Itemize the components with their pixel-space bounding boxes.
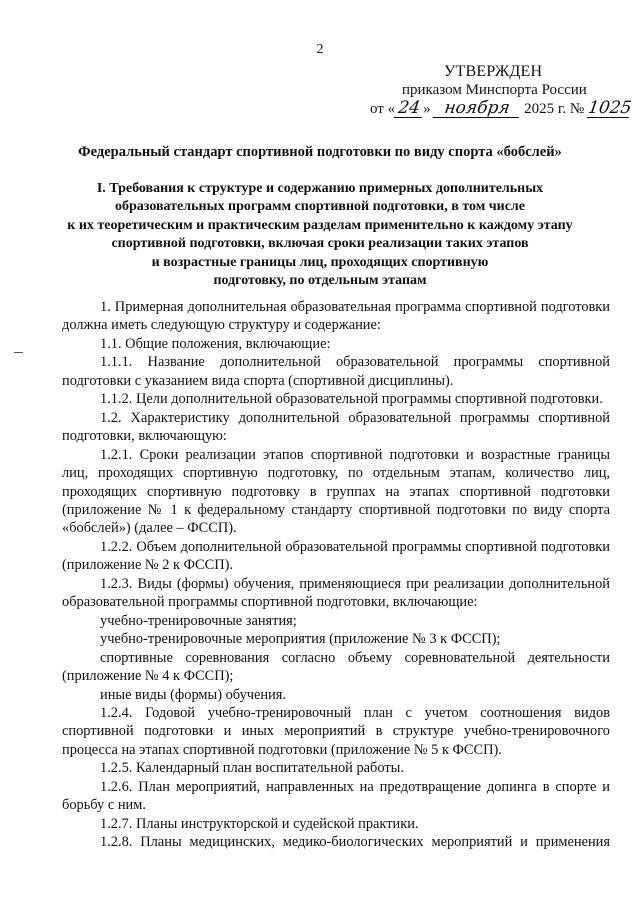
paragraph: 1.1.2. Цели дополнительной образовательной программы спортивной подготовки. bbox=[100, 391, 603, 408]
paragraph: 1.2.2. Объем дополнительной образовательной программы спортивной подготовки (приложение № 2 к ФССП). bbox=[62, 538, 610, 574]
section-heading-line: и возрастные границы лиц, проходящих спортивную bbox=[151, 254, 489, 270]
paragraph: 1.2.4. Годовой учебно-тренировочный план с учетом соотношения видов спортивной подготовки и иных мероприятий в структуре учебно-тренировочного процесса на этапах спортивной подготовки (приложение № 5 к ФССП). bbox=[62, 704, 610, 758]
section-heading-line: образовательных программ спортивной подготовки, в том числе bbox=[115, 199, 525, 215]
section-heading-line: подготовку, по отдельным этапам bbox=[213, 273, 427, 289]
paragraph: 1.2.3. Виды (формы) обучения, применяющиеся при реализации дополнительной образовательной программы спортивной подготовки, включающие: bbox=[62, 575, 610, 611]
paragraph: 1.1. Общие положения, включающие: bbox=[100, 335, 331, 352]
handwritten-day: 24 bbox=[394, 100, 425, 118]
handwritten-order-number: 1025 bbox=[586, 98, 633, 118]
paragraph: 1.2. Характеристику дополнительной образовательной программы спортивной подготовки, включающую: bbox=[62, 409, 610, 445]
approval-stamp bbox=[370, 62, 633, 119]
section-heading bbox=[44, 180, 596, 290]
handwritten-month: ноября bbox=[433, 100, 522, 118]
list-item: учебно-тренировочные мероприятия (приложение № 3 к ФССП); bbox=[100, 631, 501, 648]
year-text: 2025 г. № bbox=[524, 101, 585, 117]
section-heading-line: к их теоретическим и практическим разделам применительно к каждому этапу bbox=[67, 217, 573, 233]
margin-mark bbox=[14, 352, 23, 353]
paragraph: 1.2.1. Сроки реализации этапов спортивной подготовки и возрастные границы лиц, проходящих спортивную подготовку, по отдельным этапам, количество лиц, проходящих спортивную подготовку в группах на этапах спортивной подготовки (приложение № 1 к федеральному стандарту спортивной подготовки по виду спорта «бобслей») (далее – ФССП). bbox=[62, 446, 610, 537]
document-body bbox=[62, 298, 610, 852]
paragraph: 1. Примерная дополнительная образовательная программа спортивной подготовки должна иметь следующую структуру и содержание: bbox=[62, 299, 610, 334]
section-heading-line: I. Требования к структуре и содержанию примерных дополнительных bbox=[96, 181, 544, 196]
date-prefix: от « bbox=[370, 101, 396, 117]
list-item: учебно-тренировочные занятия; bbox=[100, 612, 297, 629]
list-item: спортивные соревнования согласно объему соревновательной деятельности (приложение № 4 к ФССП); bbox=[62, 649, 610, 685]
approval-title: УТВЕРЖДЕН bbox=[444, 63, 543, 80]
paragraph: 1.2.5. Календарный план воспитательной работы. bbox=[100, 760, 404, 777]
paragraph: 1.2.7. Планы инструкторской и судейской практики. bbox=[100, 815, 419, 832]
list-item: иные виды (формы) обучения. bbox=[100, 686, 287, 703]
approval-date-line bbox=[370, 98, 633, 119]
paragraph: 1.1.1. Название дополнительной образовательной программы спортивной подготовки с указанием вида спорта (спортивной дисциплины). bbox=[62, 354, 610, 389]
paragraph: 1.2.8. Планы медицинских, медико-биологических мероприятий и применения bbox=[100, 834, 610, 851]
date-mid: » bbox=[423, 101, 431, 117]
approval-order-line: приказом Минспорта России bbox=[402, 82, 587, 98]
section-heading-line: спортивной подготовки, включая сроки реализации таких этапов bbox=[111, 236, 529, 252]
paragraph: 1.2.6. План мероприятий, направленных на предотвращение допинга в спорте и борьбу с ним. bbox=[62, 778, 610, 814]
page-number: 2 bbox=[316, 42, 324, 57]
document-title: Федеральный стандарт спортивной подготовки по виду спорта «бобслей» bbox=[78, 144, 562, 160]
